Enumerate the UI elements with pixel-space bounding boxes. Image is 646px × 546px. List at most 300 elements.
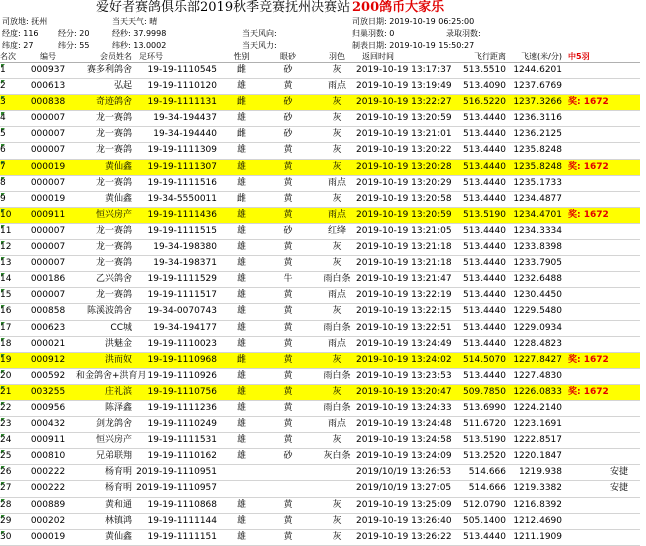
cell-sex[interactable]: 雄: [236, 242, 246, 253]
cell-speed[interactable]: 1237.6769: [513, 81, 562, 92]
cell-id[interactable]: 000810: [30, 451, 66, 462]
cell-sex[interactable]: 雄: [236, 145, 246, 156]
cell-name[interactable]: 兄弟联翔: [95, 451, 132, 462]
cell-id[interactable]: 003255: [30, 386, 66, 397]
cell-speed[interactable]: 1237.3266: [513, 97, 562, 108]
cell-time[interactable]: 2019-10-19 13:22:51: [356, 322, 452, 333]
cell-sex[interactable]: 雄: [236, 419, 246, 430]
cell-rank[interactable]: 30: [0, 531, 12, 542]
cell-sex[interactable]: 雄: [236, 531, 246, 542]
cell-eye[interactable]: 黄: [283, 354, 293, 365]
cell-ring[interactable]: 19-34-198371: [153, 258, 217, 269]
cell-time[interactable]: 2019-10-19 13:17:37: [356, 65, 452, 75]
cell-prize[interactable]: 奖: 1672: [568, 161, 609, 172]
cell-id[interactable]: 000019: [30, 193, 66, 204]
cell-sex[interactable]: 雌: [236, 129, 246, 140]
cell-id[interactable]: 000007: [30, 290, 66, 301]
cell-name[interactable]: 陈泽鑫: [104, 402, 132, 413]
cell-color[interactable]: 雨白条: [323, 402, 351, 413]
cell-color[interactable]: 灰: [332, 161, 342, 172]
cell-dist[interactable]: 513.5190: [463, 435, 506, 446]
cell-time[interactable]: 2019-10-19 13:24:09: [356, 451, 452, 462]
cell-eye[interactable]: 黄: [283, 531, 293, 542]
cell-dist[interactable]: 509.7850: [463, 386, 506, 397]
cell-ring[interactable]: 19-19-1111151: [147, 531, 217, 542]
cell-dist[interactable]: 513.4440: [463, 531, 506, 542]
table-row[interactable]: [0, 465, 640, 481]
cell-name[interactable]: 洪而奴: [104, 354, 132, 365]
cell-rank[interactable]: 12: [0, 242, 12, 253]
cell-eye[interactable]: 黄: [283, 419, 293, 430]
cell-ring[interactable]: 19-19-1110545: [147, 65, 217, 75]
cell-sex[interactable]: 雌: [236, 193, 246, 204]
cell-id[interactable]: 000007: [30, 113, 66, 124]
cell-eye[interactable]: 砂: [283, 129, 293, 140]
cell-name[interactable]: 黄和通: [104, 499, 132, 510]
cell-time[interactable]: 2019-10-19 13:21:01: [356, 129, 452, 140]
cell-speed[interactable]: 1235.8248: [513, 145, 562, 156]
cell-sex[interactable]: 雄: [236, 402, 246, 413]
table-row[interactable]: [0, 481, 640, 497]
cell-speed[interactable]: 1219.938: [519, 467, 562, 478]
table-row[interactable]: [0, 240, 640, 256]
cell-rank[interactable]: 21: [0, 386, 12, 397]
cell-speed[interactable]: 1228.4823: [513, 338, 562, 349]
cell-eye[interactable]: 砂: [283, 451, 293, 462]
cell-id[interactable]: 000956: [30, 402, 66, 413]
cell-time[interactable]: 2019-10-19 13:22:27: [356, 97, 452, 108]
table-row[interactable]: [0, 95, 640, 111]
cell-time[interactable]: 2019-10-19 13:24:02: [356, 354, 452, 365]
cell-dist[interactable]: 505.1400: [463, 515, 506, 526]
cell-ring[interactable]: 19-19-1111436: [147, 209, 217, 220]
table-row[interactable]: [0, 514, 640, 530]
cell-name[interactable]: 龙一赛鸽: [95, 290, 132, 301]
cell-eye[interactable]: 黄: [283, 515, 293, 526]
cell-time[interactable]: 2019-10-19 13:22:15: [356, 306, 452, 317]
cell-time[interactable]: 2019-10-19 13:20:29: [356, 177, 452, 188]
cell-ring[interactable]: 19-19-1111309: [147, 145, 217, 156]
cell-sex[interactable]: 雄: [236, 113, 246, 124]
cell-rank[interactable]: 17: [0, 322, 12, 333]
cell-color[interactable]: 雨白条: [323, 274, 351, 285]
cell-name[interactable]: 杨育明: [104, 467, 132, 478]
cell-eye[interactable]: 黄: [283, 193, 293, 204]
cell-speed[interactable]: 1234.4701: [513, 209, 562, 220]
cell-color[interactable]: 灰: [332, 242, 342, 253]
cell-color[interactable]: 雨点: [327, 81, 346, 92]
cell-rank[interactable]: 3: [0, 97, 6, 108]
cell-id[interactable]: 000838: [30, 97, 66, 108]
cell-dist[interactable]: 512.0790: [463, 499, 506, 510]
cell-rank[interactable]: 8: [0, 177, 6, 188]
cell-ring[interactable]: 19-19-1110756: [147, 386, 217, 397]
cell-ring[interactable]: 19-34-5550011: [147, 193, 217, 204]
cell-speed[interactable]: 1229.0934: [513, 322, 562, 333]
cell-id[interactable]: 000889: [30, 499, 66, 510]
cell-id[interactable]: 000007: [30, 145, 66, 156]
cell-ring[interactable]: 19-19-1111531: [147, 435, 217, 446]
table-row[interactable]: [0, 304, 640, 320]
cell-ring[interactable]: 19-19-1110162: [147, 451, 217, 462]
cell-speed[interactable]: 1244.6201: [513, 65, 562, 75]
cell-color[interactable]: 雨白条: [323, 370, 351, 381]
cell-prize[interactable]: 奖: 1672: [568, 97, 609, 108]
cell-color[interactable]: 灰: [332, 531, 342, 542]
cell-speed[interactable]: 1223.1691: [513, 419, 562, 430]
cell-name[interactable]: 龙一赛鸽: [95, 225, 132, 236]
cell-eye[interactable]: 黄: [283, 209, 293, 220]
cell-speed[interactable]: 1212.4690: [513, 515, 562, 526]
cell-rank[interactable]: 10: [0, 209, 12, 220]
cell-time[interactable]: 2019-10-19 13:22:19: [356, 290, 452, 301]
cell-dist[interactable]: 513.6990: [463, 402, 506, 413]
cell-time[interactable]: 2019-10-19 13:20:22: [356, 145, 452, 156]
cell-ring[interactable]: 19-34-198380: [153, 242, 217, 253]
cell-time[interactable]: 2019-10-19 13:24:33: [356, 402, 452, 413]
cell-sex[interactable]: 雄: [236, 274, 246, 285]
cell-time[interactable]: 2019-10-19 13:21:18: [356, 242, 452, 253]
cell-sex[interactable]: 雌: [236, 97, 246, 108]
cell-rank[interactable]: 25: [0, 451, 12, 462]
cell-dist[interactable]: 513.4440: [463, 193, 506, 204]
cell-sex[interactable]: 雄: [236, 435, 246, 446]
cell-dist[interactable]: 513.4090: [463, 81, 506, 92]
cell-id[interactable]: 000007: [30, 258, 66, 269]
cell-rank[interactable]: 6: [0, 145, 6, 156]
cell-id[interactable]: 000858: [30, 306, 66, 317]
table-row[interactable]: [0, 433, 640, 449]
cell-speed[interactable]: 1226.0833: [513, 386, 562, 397]
cell-color[interactable]: 灰: [332, 129, 342, 140]
cell-ring[interactable]: 19-19-1110023: [147, 338, 217, 349]
cell-time[interactable]: 2019-10-19 13:26:22: [356, 531, 452, 542]
cell-eye[interactable]: 黄: [283, 306, 293, 317]
cell-color[interactable]: 灰: [332, 65, 342, 75]
cell-speed[interactable]: 1232.6488: [513, 274, 562, 285]
cell-id[interactable]: 000937: [30, 65, 66, 75]
cell-dist[interactable]: 513.4440: [463, 274, 506, 285]
table-row[interactable]: [0, 224, 640, 240]
cell-id[interactable]: 000222: [30, 483, 66, 494]
table-row[interactable]: [0, 208, 640, 224]
cell-name[interactable]: 洪魅金: [104, 338, 132, 349]
cell-rank[interactable]: 28: [0, 499, 12, 510]
cell-sex[interactable]: 雄: [236, 81, 246, 92]
cell-ring[interactable]: 19-19-1111517: [147, 290, 217, 301]
cell-id[interactable]: 000592: [30, 370, 66, 381]
table-row[interactable]: [0, 417, 640, 433]
cell-name[interactable]: 杨育明: [104, 483, 132, 494]
cell-ring[interactable]: 19-19-1110868: [147, 499, 217, 510]
cell-eye[interactable]: 黄: [283, 435, 293, 446]
cell-rank[interactable]: 27: [0, 483, 12, 494]
cell-name[interactable]: 恒兴房产: [95, 435, 132, 446]
cell-ring[interactable]: 19-19-1111307: [147, 161, 217, 172]
cell-id[interactable]: 000186: [30, 274, 66, 285]
cell-dist[interactable]: 513.4440: [463, 322, 506, 333]
table-row[interactable]: [0, 79, 640, 95]
cell-name[interactable]: 陈溪波鸽舍: [86, 306, 132, 317]
cell-time[interactable]: 2019/10/19 13:26:53: [356, 467, 452, 478]
cell-id[interactable]: 000019: [30, 161, 66, 172]
cell-name[interactable]: 乙兴鸽舍: [95, 274, 132, 285]
cell-time[interactable]: 2019-10-19 13:21:18: [356, 258, 452, 269]
cell-eye[interactable]: 黄: [283, 322, 293, 333]
cell-sex[interactable]: 雄: [236, 451, 246, 462]
cell-time[interactable]: 2019-10-19 13:24:58: [356, 435, 452, 446]
cell-sex[interactable]: 雄: [236, 177, 246, 188]
table-row[interactable]: [0, 530, 640, 546]
cell-sex[interactable]: 雄: [236, 322, 246, 333]
cell-ring[interactable]: 19-19-1111515: [147, 225, 217, 236]
cell-color[interactable]: 灰: [332, 97, 342, 108]
cell-color[interactable]: 灰: [332, 386, 342, 397]
cell-dist[interactable]: 513.5190: [463, 209, 506, 220]
cell-sex[interactable]: 雄: [236, 306, 246, 317]
cell-id[interactable]: 000007: [30, 225, 66, 236]
cell-color[interactable]: 灰: [332, 435, 342, 446]
cell-dist[interactable]: 514.5070: [463, 354, 506, 365]
cell-name[interactable]: 剑龙鸽舍: [95, 419, 132, 430]
cell-eye[interactable]: 黄: [283, 338, 293, 349]
cell-dist[interactable]: 516.5220: [463, 97, 506, 108]
cell-id[interactable]: 000432: [30, 419, 66, 430]
cell-sex[interactable]: 雄: [236, 515, 246, 526]
cell-sex[interactable]: 雄: [236, 338, 246, 349]
cell-note[interactable]: 安捷: [610, 467, 629, 478]
table-row[interactable]: [0, 498, 640, 514]
table-row[interactable]: [0, 176, 640, 192]
cell-sex[interactable]: 雄: [236, 209, 246, 220]
table-row[interactable]: [0, 192, 640, 208]
cell-eye[interactable]: 砂: [283, 113, 293, 124]
cell-color[interactable]: 灰: [332, 354, 342, 365]
cell-speed[interactable]: 1235.1733: [513, 177, 562, 188]
cell-time[interactable]: 2019-10-19 13:21:05: [356, 225, 452, 236]
cell-color[interactable]: 灰: [332, 306, 342, 317]
table-row[interactable]: [0, 111, 640, 127]
cell-speed[interactable]: 1235.8248: [513, 161, 562, 172]
cell-dist[interactable]: 513.4440: [463, 338, 506, 349]
cell-ring[interactable]: 19-34-194440: [153, 129, 217, 140]
cell-id[interactable]: 000613: [30, 81, 66, 92]
cell-prize[interactable]: 奖: 1672: [568, 386, 609, 397]
cell-ring[interactable]: 19-19-1111131: [147, 97, 217, 108]
cell-color[interactable]: 灰: [332, 193, 342, 204]
cell-color[interactable]: 灰: [332, 258, 342, 269]
cell-sex[interactable]: 雄: [236, 370, 246, 381]
cell-dist[interactable]: 513.4440: [463, 290, 506, 301]
cell-eye[interactable]: 牛: [283, 274, 293, 285]
cell-ring[interactable]: 19-34-194437: [153, 113, 217, 124]
cell-eye[interactable]: 黄: [283, 177, 293, 188]
cell-name[interactable]: CC城: [110, 322, 132, 333]
cell-color[interactable]: 灰: [332, 499, 342, 510]
cell-prize[interactable]: 奖: 1672: [568, 354, 609, 365]
cell-eye[interactable]: 黄: [283, 386, 293, 397]
cell-id[interactable]: 000222: [30, 467, 66, 478]
cell-name[interactable]: 赛多利鸽舍: [86, 65, 132, 75]
cell-ring[interactable]: 19-19-1111516: [147, 177, 217, 188]
cell-speed[interactable]: 1227.8427: [513, 354, 562, 365]
cell-eye[interactable]: 黄: [283, 370, 293, 381]
cell-dist[interactable]: 513.4440: [463, 258, 506, 269]
cell-dist[interactable]: 514.666: [468, 483, 506, 494]
cell-ring[interactable]: 19-19-1111236: [147, 402, 217, 413]
cell-id[interactable]: 000007: [30, 242, 66, 253]
cell-prize[interactable]: 奖: 1672: [568, 209, 609, 220]
cell-name[interactable]: 龙一赛鸽: [95, 242, 132, 253]
cell-id[interactable]: 000912: [30, 354, 66, 365]
cell-time[interactable]: 2019-10-19 13:26:40: [356, 515, 452, 526]
cell-eye[interactable]: 黄: [283, 402, 293, 413]
cell-speed[interactable]: 1236.2125: [513, 129, 562, 140]
cell-id[interactable]: 000019: [30, 531, 66, 542]
cell-time[interactable]: 2019-10-19 13:20:58: [356, 193, 452, 204]
cell-id[interactable]: 000623: [30, 322, 66, 333]
cell-dist[interactable]: 513.4440: [463, 113, 506, 124]
cell-dist[interactable]: 513.2520: [463, 451, 506, 462]
table-row[interactable]: [0, 401, 640, 417]
cell-time[interactable]: 2019-10-19 13:24:49: [356, 338, 452, 349]
cell-color[interactable]: 雨点: [327, 209, 346, 220]
cell-ring[interactable]: 19-19-1111529: [147, 274, 217, 285]
cell-name[interactable]: 龙一赛鸽: [95, 113, 132, 124]
cell-dist[interactable]: 514.666: [468, 467, 506, 478]
table-row[interactable]: [0, 160, 640, 176]
cell-rank[interactable]: 16: [0, 306, 12, 317]
cell-eye[interactable]: 黄: [283, 81, 293, 92]
cell-name[interactable]: 恒兴房产: [95, 209, 132, 220]
cell-rank[interactable]: 29: [0, 515, 12, 526]
table-row[interactable]: [0, 272, 640, 288]
cell-eye[interactable]: 砂: [283, 65, 293, 75]
cell-color[interactable]: 灰: [332, 113, 342, 124]
cell-eye[interactable]: 砂: [283, 225, 293, 236]
cell-ring[interactable]: 2019-19-1110951: [136, 467, 217, 478]
cell-time[interactable]: 2019-10-19 13:23:53: [356, 370, 452, 381]
table-row[interactable]: [0, 256, 640, 272]
cell-sex[interactable]: 雄: [236, 386, 246, 397]
cell-name[interactable]: 和金鸽舍+洪育月: [76, 370, 147, 381]
cell-name[interactable]: 奇迹鸽舍: [95, 97, 132, 108]
cell-name[interactable]: 庄礼滨: [104, 386, 132, 397]
cell-color[interactable]: 灰: [332, 145, 342, 156]
cell-rank[interactable]: 20: [0, 370, 12, 381]
cell-dist[interactable]: 513.4440: [463, 145, 506, 156]
table-row[interactable]: [0, 337, 640, 353]
cell-time[interactable]: 2019/10/19 13:27:05: [356, 483, 452, 494]
cell-time[interactable]: 2019-10-19 13:20:59: [356, 113, 452, 124]
cell-dist[interactable]: 513.4440: [463, 242, 506, 253]
cell-time[interactable]: 2019-10-19 13:20:28: [356, 161, 452, 172]
cell-rank[interactable]: 2: [0, 81, 6, 92]
cell-time[interactable]: 2019-10-19 13:21:47: [356, 274, 452, 285]
cell-eye[interactable]: 黄: [283, 290, 293, 301]
cell-speed[interactable]: 1220.1847: [513, 451, 562, 462]
cell-color[interactable]: 雨点: [327, 338, 346, 349]
cell-speed[interactable]: 1224.2140: [513, 402, 562, 413]
cell-speed[interactable]: 1211.1909: [513, 531, 562, 542]
cell-name[interactable]: 黄仙鑫: [104, 161, 132, 172]
cell-dist[interactable]: 513.4440: [463, 225, 506, 236]
cell-time[interactable]: 2019-10-19 13:19:49: [356, 81, 452, 92]
cell-ring[interactable]: 19-34-0070743: [147, 306, 217, 317]
cell-dist[interactable]: 513.4440: [463, 177, 506, 188]
cell-sex[interactable]: 雄: [236, 258, 246, 269]
cell-sex[interactable]: 雄: [236, 290, 246, 301]
cell-rank[interactable]: 18: [0, 338, 12, 349]
cell-sex[interactable]: 雄: [236, 225, 246, 236]
cell-ring[interactable]: 19-19-1110120: [147, 81, 217, 92]
cell-id[interactable]: 000007: [30, 177, 66, 188]
cell-id[interactable]: 000911: [30, 209, 66, 220]
cell-speed[interactable]: 1222.8517: [513, 435, 562, 446]
cell-rank[interactable]: 7: [0, 161, 6, 172]
cell-sex[interactable]: 雌: [236, 354, 246, 365]
cell-color[interactable]: 雨白条: [323, 322, 351, 333]
cell-color[interactable]: 雨点: [327, 177, 346, 188]
cell-id[interactable]: 000202: [30, 515, 66, 526]
cell-eye[interactable]: 黄: [283, 258, 293, 269]
cell-color[interactable]: 红绛: [327, 225, 346, 236]
cell-name[interactable]: 黄仙鑫: [104, 531, 132, 542]
table-row[interactable]: [0, 353, 640, 369]
cell-eye[interactable]: 黄: [283, 242, 293, 253]
cell-speed[interactable]: 1216.8392: [513, 499, 562, 510]
cell-name[interactable]: 黄仙鑫: [104, 193, 132, 204]
cell-name[interactable]: 林镇鸿: [104, 515, 132, 526]
cell-speed[interactable]: 1227.4830: [513, 370, 562, 381]
table-row[interactable]: [0, 127, 640, 143]
cell-dist[interactable]: 513.4440: [463, 129, 506, 140]
cell-color[interactable]: 灰白条: [323, 451, 351, 462]
cell-name[interactable]: 龙一赛鸽: [95, 129, 132, 140]
cell-speed[interactable]: 1230.4450: [513, 290, 562, 301]
cell-dist[interactable]: 513.5510: [463, 65, 506, 75]
cell-sex[interactable]: 雌: [236, 65, 246, 75]
cell-dist[interactable]: 513.4440: [463, 370, 506, 381]
cell-rank[interactable]: 9: [0, 193, 6, 204]
cell-rank[interactable]: 15: [0, 290, 12, 301]
cell-color[interactable]: 雨点: [327, 419, 346, 430]
cell-rank[interactable]: 5: [0, 129, 6, 140]
cell-speed[interactable]: 1234.4877: [513, 193, 562, 204]
cell-rank[interactable]: 14: [0, 274, 12, 285]
cell-name[interactable]: 龙一赛鸽: [95, 145, 132, 156]
table-row[interactable]: [0, 288, 640, 304]
cell-sex[interactable]: 雄: [236, 161, 246, 172]
cell-speed[interactable]: 1233.8398: [513, 242, 562, 253]
cell-sex[interactable]: 雄: [236, 499, 246, 510]
table-row[interactable]: [0, 369, 640, 385]
cell-rank[interactable]: 22: [0, 402, 12, 413]
cell-ring[interactable]: 2019-19-1110957: [136, 483, 217, 494]
cell-speed[interactable]: 1219.3382: [513, 483, 562, 494]
cell-speed[interactable]: 1233.7905: [513, 258, 562, 269]
cell-name[interactable]: 弘起: [113, 81, 132, 92]
table-row[interactable]: [0, 385, 640, 401]
cell-eye[interactable]: 砂: [283, 97, 293, 108]
cell-dist[interactable]: 511.6720: [463, 419, 506, 430]
cell-rank[interactable]: 13: [0, 258, 12, 269]
cell-time[interactable]: 2019-10-19 13:24:48: [356, 419, 452, 430]
cell-speed[interactable]: 1229.5480: [513, 306, 562, 317]
cell-name[interactable]: 龙一赛鸽: [95, 177, 132, 188]
cell-ring[interactable]: 19-19-1110968: [147, 354, 217, 365]
cell-eye[interactable]: 黄: [283, 145, 293, 156]
